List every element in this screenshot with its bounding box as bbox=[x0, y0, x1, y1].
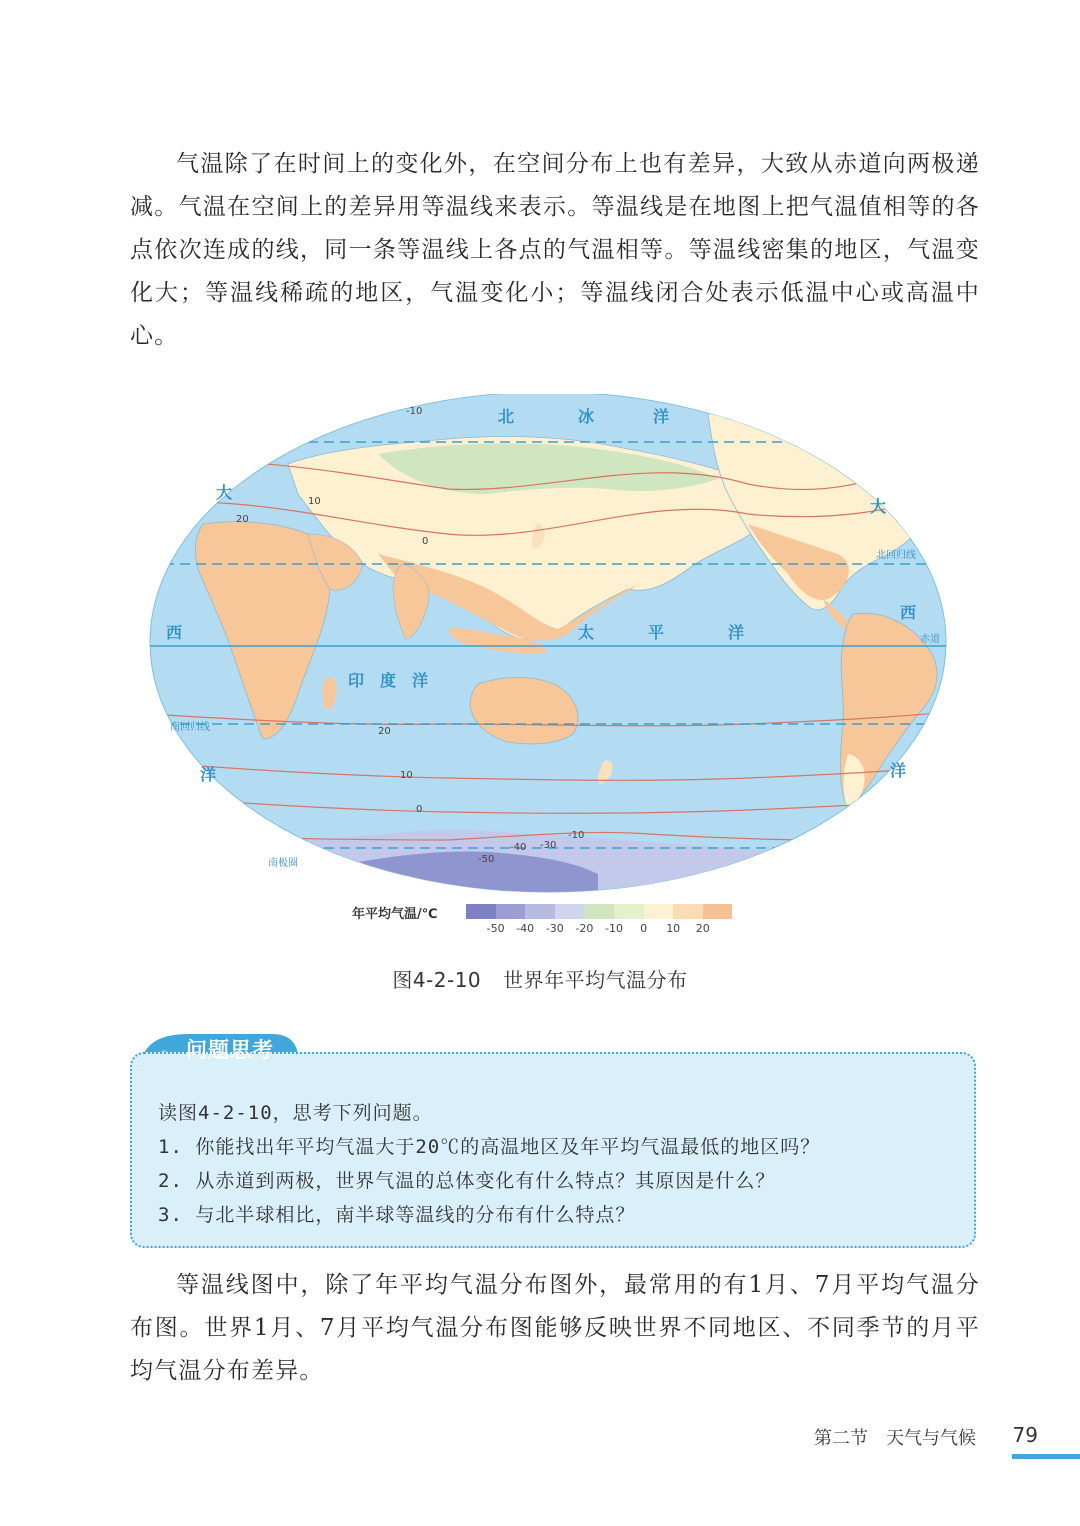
arctic-label-2: 冰 bbox=[578, 407, 595, 426]
indian-label-2: 度 bbox=[380, 671, 397, 690]
legend-tick: 0 bbox=[640, 922, 648, 935]
world-temperature-map bbox=[148, 394, 948, 894]
page-number: 79 bbox=[1012, 1423, 1038, 1447]
atlantic-right-label-3: 洋 bbox=[890, 761, 907, 780]
legend-swatch bbox=[673, 904, 703, 919]
atlantic-left-label-1: 大 bbox=[216, 483, 233, 502]
page-footer bbox=[0, 1424, 1080, 1464]
isotherm-label-n-20: 20 bbox=[236, 514, 249, 525]
legend-swatch bbox=[584, 904, 614, 919]
legend-tick: -30 bbox=[545, 922, 564, 935]
atlantic-right-label-2: 西 bbox=[900, 603, 917, 622]
question-2: 2. 从赤道到两极，世界气温的总体变化有什么特点？其原因是什么？ bbox=[158, 1170, 776, 1192]
isotherm-label-s-minus40: -40 bbox=[510, 842, 527, 853]
closing-paragraph bbox=[130, 1264, 980, 1393]
legend-swatch bbox=[555, 904, 585, 919]
pacific-label-1: 太 bbox=[578, 623, 595, 642]
legend-tick: -50 bbox=[486, 922, 505, 935]
figure-number: 图4-2-10 bbox=[392, 968, 482, 992]
footer-accent-bar bbox=[1012, 1454, 1080, 1459]
arctic-label-1: 北 bbox=[498, 407, 515, 426]
atlantic-left-label-2: 西 bbox=[166, 623, 183, 642]
legend-swatch bbox=[496, 904, 526, 919]
isotherm-label-s-minus50: -50 bbox=[478, 854, 495, 865]
thinking-content bbox=[158, 1096, 958, 1232]
greenland bbox=[848, 404, 918, 441]
figure-caption bbox=[0, 964, 1080, 993]
closing-paragraph-text: 等温线图中，除了年平均气温分布图外，最常用的有1月、7月平均气温分布图。世界1月、7月平均气温分布图能够反映世界不同地区、不同季节的月平均气温分布差异。 bbox=[130, 1272, 980, 1384]
question-1: 1. 你能找出年平均气温大于20℃的高温地区及年平均气温最低的地区吗？ bbox=[158, 1136, 821, 1158]
tropic-capricorn-label: 南回归线 bbox=[170, 722, 210, 733]
isotherm-label-n-minus10: -10 bbox=[406, 406, 423, 417]
isotherm-label-s-minus10: -10 bbox=[568, 830, 585, 841]
footer-section-title: 第二节 天气与气候 bbox=[814, 1428, 976, 1449]
legend-tick: -10 bbox=[605, 922, 623, 935]
legend-tick: 20 bbox=[695, 922, 710, 935]
legend-ticks bbox=[466, 922, 762, 938]
atlantic-left-label-3: 洋 bbox=[200, 765, 217, 784]
isotherm-label-s-minus30: -30 bbox=[540, 840, 557, 851]
legend-swatch bbox=[525, 904, 555, 919]
isotherm-label-s-10: 10 bbox=[400, 770, 413, 781]
thinking-title: 问题思考 bbox=[186, 1038, 274, 1062]
legend-swatch bbox=[703, 904, 733, 919]
figure-title: 世界年平均气温分布 bbox=[503, 968, 688, 992]
antarctic-circle-label: 南极圈 bbox=[268, 858, 298, 869]
indian-label-3: 洋 bbox=[412, 671, 429, 690]
tropic-cancer-label: 北回归线 bbox=[876, 550, 916, 561]
legend-tick: -20 bbox=[575, 922, 594, 935]
legend-swatch bbox=[466, 904, 496, 919]
legend-color-bar bbox=[466, 904, 732, 919]
isotherm-label-s-20: 20 bbox=[378, 726, 391, 737]
equator-label: 赤道 bbox=[920, 634, 940, 645]
legend-title: 年平均气温/℃ bbox=[352, 907, 438, 922]
intro-paragraph bbox=[130, 143, 980, 358]
intro-paragraph-text: 气温除了在时间上的变化外，在空间分布上也有差异，大致从赤道向两极递减。气温在空间上的差异用等温线来表示。等温线是在地图上把气温值相等的各点依次连成的线，同一条等温线上各点的气温相等。等温线密集的地区，气温变化大；等温线稀疏的地区，气温变化小；等温线闭合处表示低温中心或高温中心。 bbox=[130, 151, 980, 349]
atlantic-right-label-1: 大 bbox=[870, 497, 887, 516]
legend-tick: -40 bbox=[516, 922, 535, 935]
isotherm-label-n-0: 0 bbox=[422, 536, 429, 547]
arctic-label-3: 洋 bbox=[653, 407, 670, 426]
pacific-label-2: 平 bbox=[648, 623, 665, 642]
temperature-legend bbox=[352, 902, 752, 938]
indian-label-1: 印 bbox=[348, 671, 365, 690]
isotherm-label-s-0: 0 bbox=[416, 804, 423, 815]
legend-swatch bbox=[644, 904, 674, 919]
pacific-label-3: 洋 bbox=[728, 623, 745, 642]
legend-swatch bbox=[614, 904, 644, 919]
thinking-intro: 读图4-2-10，思考下列问题。 bbox=[158, 1102, 433, 1124]
question-3: 3. 与北半球相比，南半球等温线的分布有什么特点？ bbox=[158, 1204, 636, 1226]
legend-tick: 10 bbox=[666, 922, 681, 935]
map-figure bbox=[148, 394, 948, 894]
isotherm-label-n-10: 10 bbox=[308, 496, 321, 507]
